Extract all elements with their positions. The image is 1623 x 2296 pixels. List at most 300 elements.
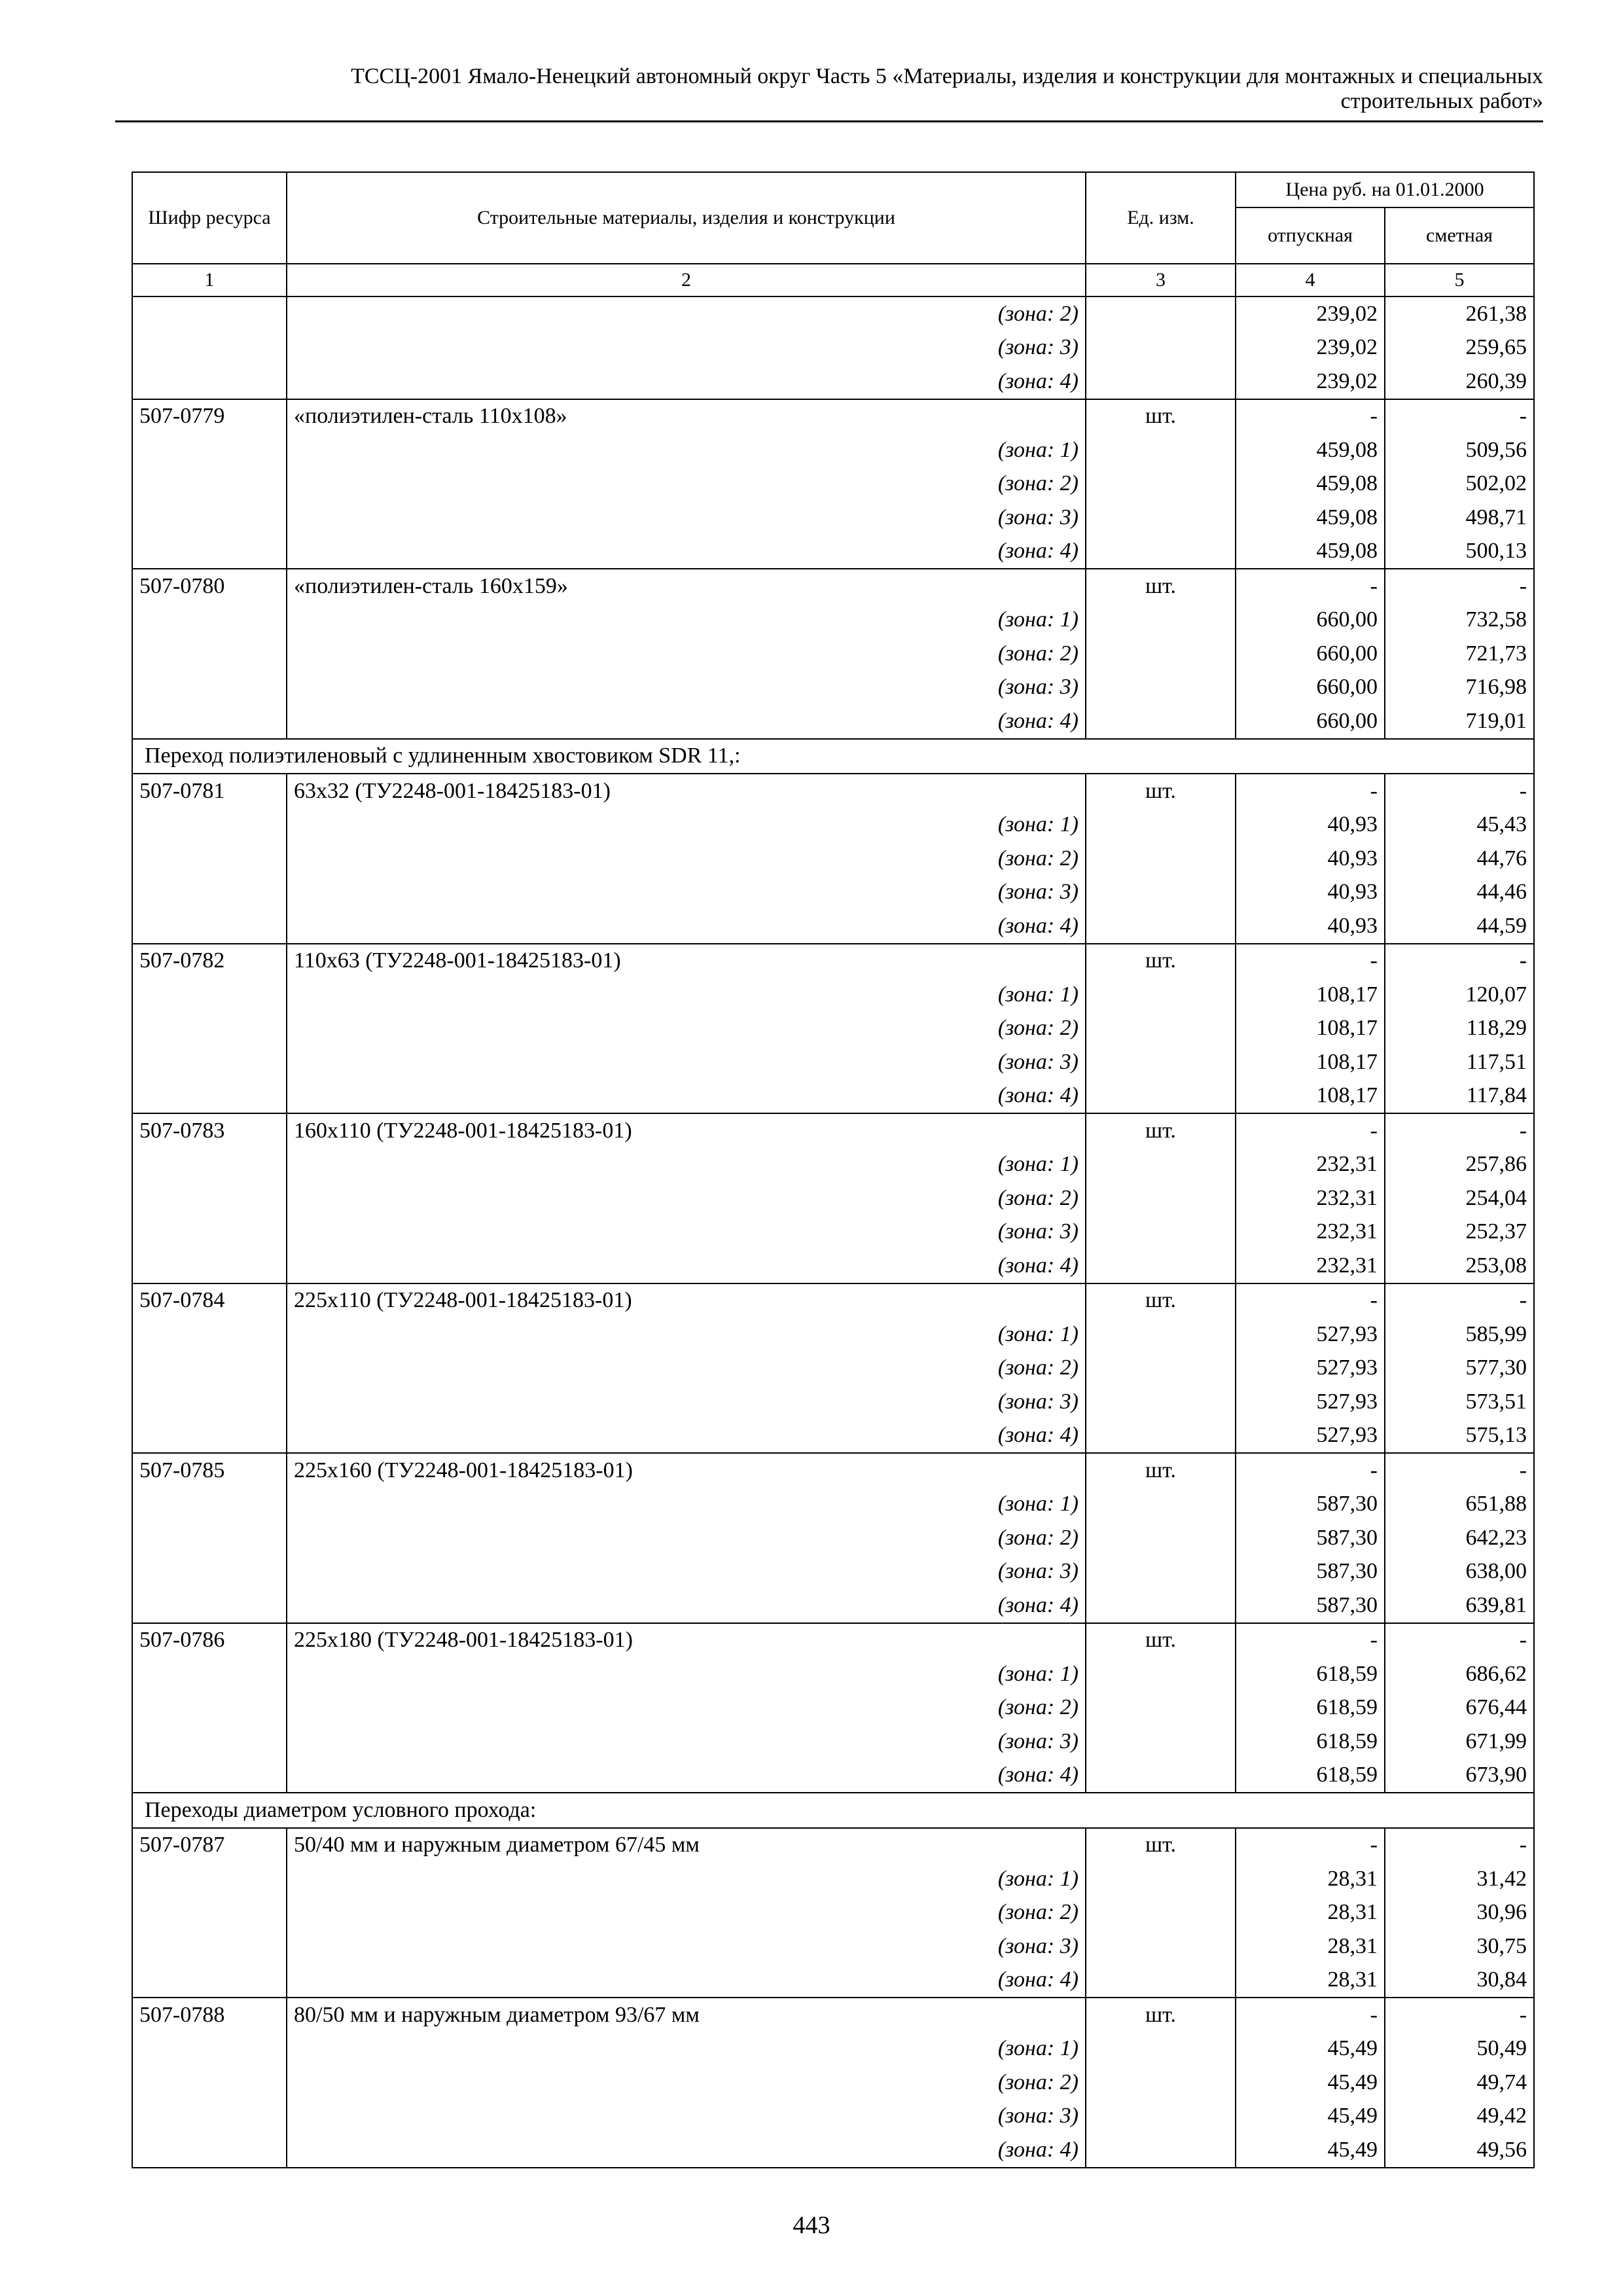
zone-row [132,1862,1534,1896]
estimate-price: 732,58 [1385,603,1534,637]
estimate-price: 573,51 [1385,1385,1534,1419]
release-price: 45,49 [1236,2032,1385,2066]
unit [1086,603,1236,637]
resource-code [132,1385,287,1419]
zone-row [132,1079,1534,1114]
estimate-price: 30,84 [1385,1964,1534,1998]
release-price: 587,30 [1236,1488,1385,1522]
zone-row [132,1691,1534,1725]
release-price: 527,93 [1236,1318,1385,1352]
zone-label: (зона: 2) [287,1012,1086,1046]
zone-label: (зона: 4) [287,365,1086,399]
release-price: 239,02 [1236,331,1385,365]
table-row [132,1623,1534,1658]
unit [1086,2100,1236,2134]
resource-code [132,2066,287,2100]
release-price: 459,08 [1236,467,1385,501]
zone-label: (зона: 3) [287,1385,1086,1419]
material-name: 50/40 мм и наружным диаметром 67/45 мм [287,1828,1086,1863]
zone-label: (зона: 4) [287,1759,1086,1793]
resource-code [132,331,287,365]
estimate-price: 716,98 [1385,671,1534,705]
material-name: 63х32 (ТУ2248-001-18425183-01) [287,774,1086,808]
release-price: 108,17 [1236,1079,1385,1114]
release-price: 40,93 [1236,842,1385,876]
zone-label: (зона: 1) [287,1488,1086,1522]
col-header-unit: Ед. изм. [1086,172,1236,264]
resource-code: 507-0779 [132,399,287,434]
resource-code: 507-0784 [132,1283,287,1318]
unit [1086,1725,1236,1759]
estimate-price: 50,49 [1385,2032,1534,2066]
unit: шт. [1086,944,1236,978]
zone-row [132,365,1534,399]
release-price: 660,00 [1236,637,1385,671]
col-number: 1 [132,264,287,296]
resource-code [132,1725,287,1759]
material-name: 80/50 мм и наружным диаметром 93/67 мм [287,1998,1086,2032]
release-price: - [1236,944,1385,978]
zone-row [132,1588,1534,1623]
group-heading-row [132,739,1534,774]
unit [1086,1012,1236,1046]
release-price: 28,31 [1236,1862,1385,1896]
unit [1086,1318,1236,1352]
unit [1086,296,1236,331]
group-heading-row [132,1793,1534,1828]
release-price: 28,31 [1236,1929,1385,1964]
resource-code [132,1521,287,1555]
resource-code [132,1862,287,1896]
release-price: 618,59 [1236,1657,1385,1691]
resource-code: 507-0786 [132,1623,287,1658]
zone-row [132,978,1534,1012]
col-header-estimate: сметная [1385,207,1534,264]
unit [1086,365,1236,399]
release-price: 618,59 [1236,1759,1385,1793]
table-row [132,774,1534,808]
zone-label: (зона: 1) [287,603,1086,637]
zone-label: (зона: 1) [287,2032,1086,2066]
release-price: - [1236,1998,1385,2032]
header-line-2: строительных работ» [1340,89,1543,113]
estimate-price: 254,04 [1385,1181,1534,1215]
estimate-price: - [1385,1453,1534,1488]
running-header [115,64,1543,114]
zone-row [132,1725,1534,1759]
header-line-1: ТССЦ-2001 Ямало-Ненецкий автономный округ Часть 5 «Материалы, изделия и конструкции для монтажных и специальных [351,64,1543,88]
unit [1086,842,1236,876]
resource-code [132,2100,287,2134]
release-price: 28,31 [1236,1964,1385,1998]
zone-label: (зона: 3) [287,331,1086,365]
release-price: 108,17 [1236,1045,1385,1079]
resource-code [132,467,287,501]
zone-row [132,2032,1534,2066]
release-price: 527,93 [1236,1419,1385,1454]
zone-row [132,1181,1534,1215]
material-name: 225х160 (ТУ2248-001-18425183-01) [287,1453,1086,1488]
estimate-price: 502,02 [1385,467,1534,501]
release-price: - [1236,1828,1385,1863]
estimate-price: - [1385,774,1534,808]
col-number: 2 [287,264,1086,296]
zone-label: (зона: 3) [287,1555,1086,1589]
release-price: 45,49 [1236,2066,1385,2100]
unit [1086,2133,1236,2168]
release-price: 587,30 [1236,1588,1385,1623]
release-price: 459,08 [1236,501,1385,535]
resource-code [132,1045,287,1079]
zone-row [132,1521,1534,1555]
zone-row [132,808,1534,842]
zone-label: (зона: 3) [287,1045,1086,1079]
zone-row [132,296,1534,331]
zone-row [132,467,1534,501]
unit [1086,1929,1236,1964]
zone-row [132,2100,1534,2134]
zone-label: (зона: 2) [287,1352,1086,1386]
zone-label: (зона: 2) [287,1691,1086,1725]
estimate-price: - [1385,1113,1534,1148]
estimate-price: 30,96 [1385,1896,1534,1930]
resource-code [132,1249,287,1283]
estimate-price: 44,46 [1385,876,1534,910]
estimate-price: 509,56 [1385,433,1534,467]
unit: шт. [1086,1113,1236,1148]
unit [1086,331,1236,365]
group-title: Переход полиэтиленовый с удлиненным хвостовиком SDR 11,: [132,739,1534,774]
unit [1086,501,1236,535]
zone-row [132,1045,1534,1079]
estimate-price: 676,44 [1385,1691,1534,1725]
resource-code [132,808,287,842]
release-price: - [1236,399,1385,434]
estimate-price: - [1385,944,1534,978]
zone-label: (зона: 1) [287,978,1086,1012]
zone-row [132,1759,1534,1793]
resource-code: 507-0783 [132,1113,287,1148]
unit [1086,1657,1236,1691]
zone-label: (зона: 3) [287,1215,1086,1249]
unit [1086,1964,1236,1998]
unit [1086,637,1236,671]
unit [1086,1588,1236,1623]
resource-code [132,1215,287,1249]
unit [1086,535,1236,569]
release-price: 618,59 [1236,1725,1385,1759]
unit [1086,1555,1236,1589]
zone-row [132,876,1534,910]
unit: шт. [1086,569,1236,603]
zone-label: (зона: 3) [287,671,1086,705]
table-row [132,1828,1534,1863]
estimate-price: 257,86 [1385,1148,1534,1182]
header-rule [115,120,1543,122]
release-price: 587,30 [1236,1555,1385,1589]
estimate-price: - [1385,1828,1534,1863]
zone-row [132,842,1534,876]
estimate-price: 259,65 [1385,331,1534,365]
release-price: 232,31 [1236,1148,1385,1182]
zone-row [132,535,1534,569]
unit [1086,1079,1236,1114]
release-price: 40,93 [1236,876,1385,910]
zone-row [132,1318,1534,1352]
table-header [132,172,1534,296]
unit [1086,1759,1236,1793]
resource-code [132,1419,287,1454]
unit [1086,704,1236,739]
estimate-price: 673,90 [1385,1759,1534,1793]
resource-code [132,842,287,876]
estimate-price: 49,42 [1385,2100,1534,2134]
resource-code [132,501,287,535]
zone-row [132,909,1534,944]
release-price: - [1236,569,1385,603]
estimate-price: 642,23 [1385,1521,1534,1555]
unit [1086,1148,1236,1182]
resource-code [132,1555,287,1589]
col-number: 4 [1236,264,1385,296]
zone-row [132,637,1534,671]
zone-label: (зона: 4) [287,1419,1086,1454]
resource-code [132,1929,287,1964]
release-price: - [1236,1283,1385,1318]
zone-label: (зона: 2) [287,637,1086,671]
resource-code [132,1964,287,1998]
unit [1086,876,1236,910]
release-price: - [1236,1623,1385,1658]
release-price: 527,93 [1236,1352,1385,1386]
unit: шт. [1086,774,1236,808]
zone-label: (зона: 4) [287,909,1086,944]
estimate-price: 44,59 [1385,909,1534,944]
material-name: 225х110 (ТУ2248-001-18425183-01) [287,1283,1086,1318]
release-price: 40,93 [1236,808,1385,842]
resource-code: 507-0781 [132,774,287,808]
release-price: 28,31 [1236,1896,1385,1930]
zone-row [132,1352,1534,1386]
unit [1086,1215,1236,1249]
col-header-code: Шифр ресурса [132,172,287,264]
estimate-price: 575,13 [1385,1419,1534,1454]
estimate-price: - [1385,1998,1534,2032]
resource-code [132,1079,287,1114]
table-row [132,1113,1534,1148]
zone-row [132,1249,1534,1283]
release-price: 108,17 [1236,978,1385,1012]
unit: шт. [1086,1623,1236,1658]
unit: шт. [1086,1828,1236,1863]
release-price: 459,08 [1236,433,1385,467]
zone-label: (зона: 1) [287,433,1086,467]
release-price: 587,30 [1236,1521,1385,1555]
group-title: Переходы диаметром условного прохода: [132,1793,1534,1828]
zone-label: (зона: 3) [287,1725,1086,1759]
unit [1086,1691,1236,1725]
unit [1086,1896,1236,1930]
resource-code [132,535,287,569]
col-number: 5 [1385,264,1534,296]
estimate-price: - [1385,1623,1534,1658]
zone-label: (зона: 4) [287,704,1086,739]
zone-row [132,704,1534,739]
zone-label: (зона: 4) [287,2133,1086,2168]
zone-row [132,1385,1534,1419]
estimate-price: 638,00 [1385,1555,1534,1589]
estimate-price: 45,43 [1385,808,1534,842]
resource-code [132,978,287,1012]
resource-code [132,2133,287,2168]
zone-label: (зона: 2) [287,842,1086,876]
release-price: 459,08 [1236,535,1385,569]
resource-code [132,876,287,910]
zone-row [132,433,1534,467]
zone-label: (зона: 3) [287,501,1086,535]
resource-code [132,637,287,671]
resource-code: 507-0780 [132,569,287,603]
resource-code [132,1012,287,1046]
estimate-price: 253,08 [1385,1249,1534,1283]
resource-code: 507-0787 [132,1828,287,1863]
material-name: 225х180 (ТУ2248-001-18425183-01) [287,1623,1086,1658]
resource-code [132,433,287,467]
unit [1086,1385,1236,1419]
resource-code [132,1352,287,1386]
zone-row [132,1012,1534,1046]
release-price: 660,00 [1236,704,1385,739]
estimate-price: 721,73 [1385,637,1534,671]
material-name: 110х63 (ТУ2248-001-18425183-01) [287,944,1086,978]
estimate-price: 498,71 [1385,501,1534,535]
unit [1086,808,1236,842]
estimate-price: - [1385,569,1534,603]
unit [1086,1862,1236,1896]
estimate-price: 120,07 [1385,978,1534,1012]
zone-row [132,331,1534,365]
resource-code [132,603,287,637]
zone-row [132,1964,1534,1998]
material-name: «полиэтилен-сталь 160х159» [287,569,1086,603]
unit [1086,978,1236,1012]
resource-code: 507-0785 [132,1453,287,1488]
zone-label: (зона: 3) [287,1929,1086,1964]
table-row [132,1283,1534,1318]
col-header-release: отпускная [1236,207,1385,264]
unit [1086,467,1236,501]
release-price: - [1236,774,1385,808]
unit: шт. [1086,399,1236,434]
estimate-price: 500,13 [1385,535,1534,569]
estimate-price: 639,81 [1385,1588,1534,1623]
material-name: 160х110 (ТУ2248-001-18425183-01) [287,1113,1086,1148]
release-price: 45,49 [1236,2133,1385,2168]
zone-label: (зона: 1) [287,1318,1086,1352]
unit [1086,671,1236,705]
estimate-price: 30,75 [1385,1929,1534,1964]
release-price: 660,00 [1236,671,1385,705]
resource-code: 507-0788 [132,1998,287,2032]
resource-code [132,1148,287,1182]
estimate-price: 44,76 [1385,842,1534,876]
resource-code [132,2032,287,2066]
zone-row [132,1419,1534,1454]
release-price: 40,93 [1236,909,1385,944]
estimate-price: 261,38 [1385,296,1534,331]
resource-code [132,671,287,705]
release-price: 45,49 [1236,2100,1385,2134]
release-price: 239,02 [1236,296,1385,331]
resource-code [132,1588,287,1623]
resource-code [132,1657,287,1691]
estimate-price: 260,39 [1385,365,1534,399]
zone-label: (зона: 2) [287,1896,1086,1930]
estimate-price: 671,99 [1385,1725,1534,1759]
unit [1086,1488,1236,1522]
zone-label: (зона: 2) [287,1181,1086,1215]
release-price: - [1236,1453,1385,1488]
col-number: 3 [1086,264,1236,296]
release-price: 660,00 [1236,603,1385,637]
zone-row [132,1555,1534,1589]
unit [1086,433,1236,467]
resource-code: 507-0782 [132,944,287,978]
zone-label: (зона: 4) [287,1249,1086,1283]
estimate-price: 686,62 [1385,1657,1534,1691]
release-price: - [1236,1113,1385,1148]
zone-label: (зона: 1) [287,808,1086,842]
unit [1086,1181,1236,1215]
resource-code [132,1759,287,1793]
resource-code [132,1691,287,1725]
release-price: 232,31 [1236,1181,1385,1215]
unit [1086,1521,1236,1555]
table-row [132,944,1534,978]
unit [1086,1249,1236,1283]
release-price: 232,31 [1236,1249,1385,1283]
zone-label: (зона: 4) [287,1964,1086,1998]
estimate-price: 719,01 [1385,704,1534,739]
resource-code [132,365,287,399]
table-row [132,569,1534,603]
zone-label: (зона: 1) [287,1657,1086,1691]
estimate-price: 118,29 [1385,1012,1534,1046]
zone-row [132,501,1534,535]
estimate-price: 49,74 [1385,2066,1534,2100]
table-row [132,1453,1534,1488]
estimate-price: - [1385,1283,1534,1318]
estimate-price: 577,30 [1385,1352,1534,1386]
zone-label: (зона: 1) [287,1862,1086,1896]
col-header-name: Строительные материалы, изделия и конструкции [287,172,1086,264]
estimate-price: 49,56 [1385,2133,1534,2168]
estimate-price: 252,37 [1385,1215,1534,1249]
zone-row [132,1929,1534,1964]
table-body [132,296,1534,2168]
resource-code [132,909,287,944]
zone-label: (зона: 3) [287,2100,1086,2134]
release-price: 618,59 [1236,1691,1385,1725]
zone-label: (зона: 3) [287,876,1086,910]
resource-code [132,1181,287,1215]
resource-code [132,1488,287,1522]
zone-label: (зона: 4) [287,1079,1086,1114]
col-header-price: Цена руб. на 01.01.2000 [1236,172,1534,207]
zone-label: (зона: 2) [287,467,1086,501]
unit [1086,2032,1236,2066]
estimate-price: 31,42 [1385,1862,1534,1896]
